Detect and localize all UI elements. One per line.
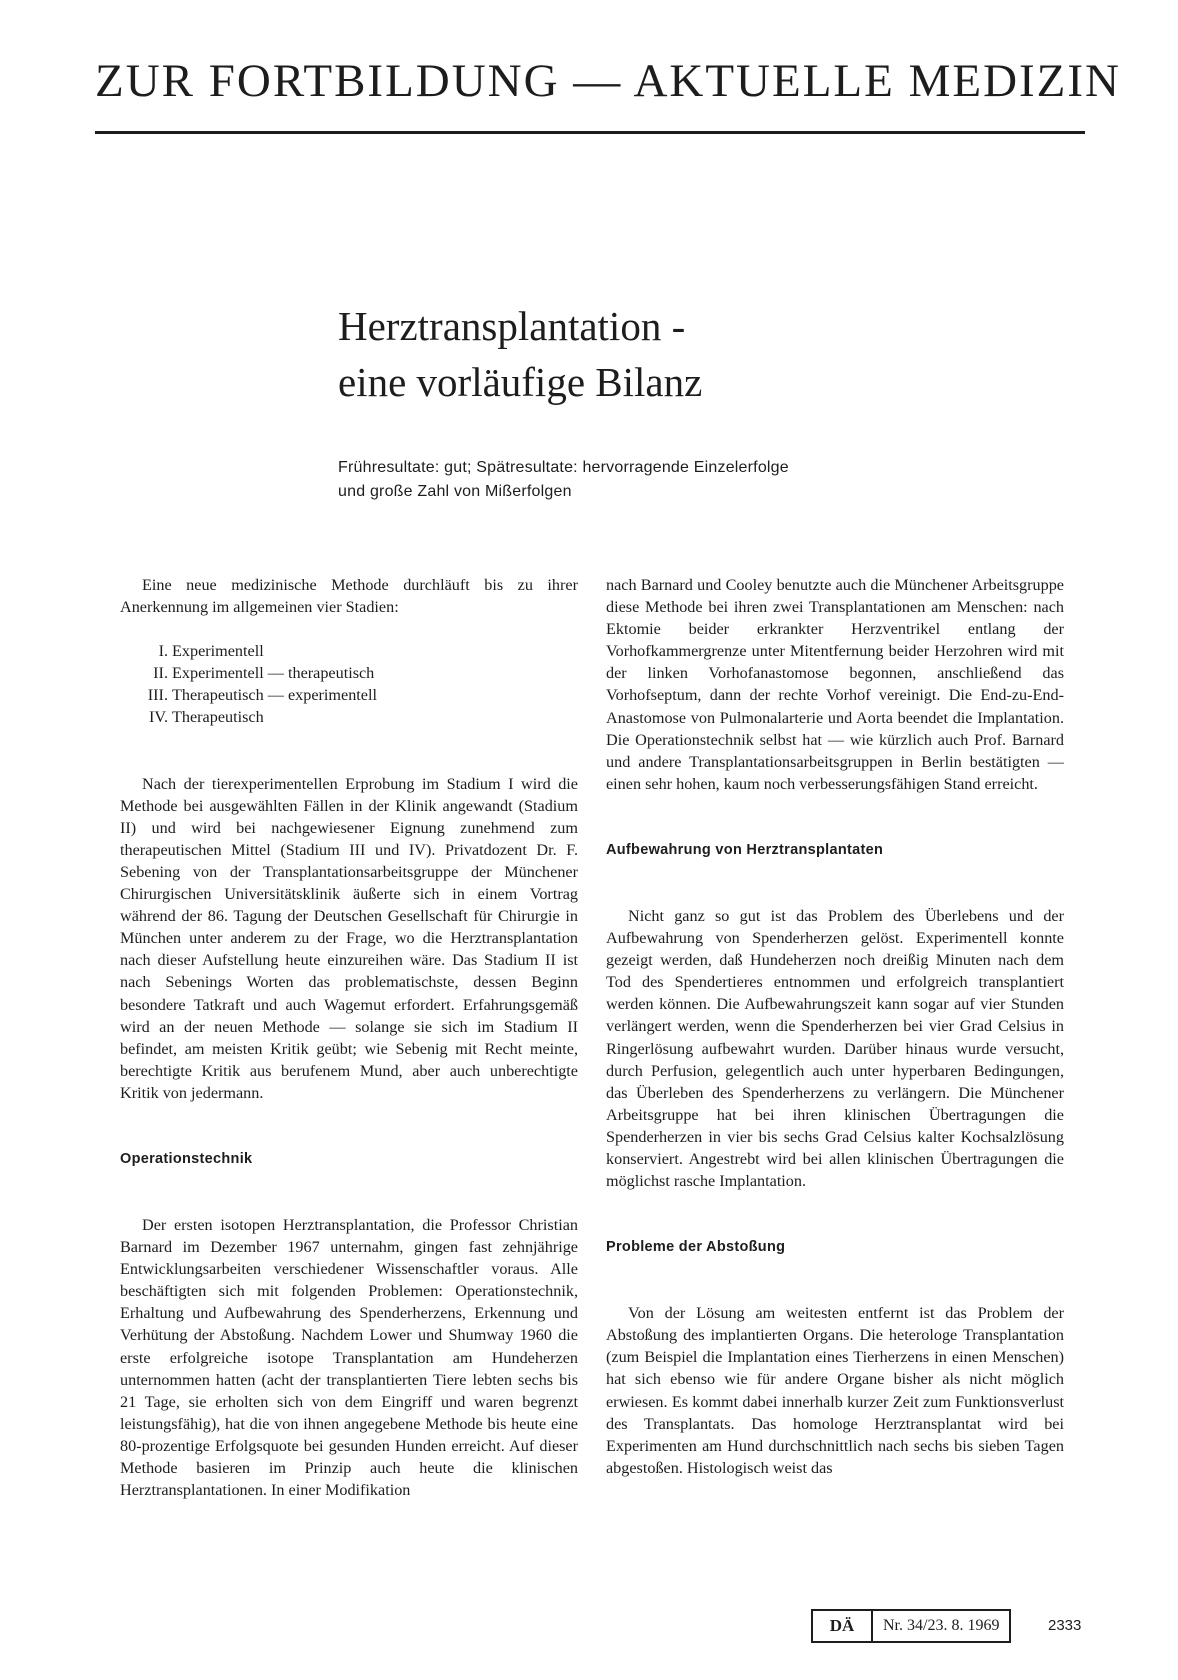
stage-item: I. Experimentell xyxy=(158,642,264,661)
page-number: 2333 xyxy=(1048,1617,1082,1634)
header-divider xyxy=(95,131,1085,134)
title-line-1: Herztransplantation - xyxy=(338,303,686,349)
stages-list xyxy=(120,640,578,728)
body-paragraph: nach Barnard und Cooley benutzte auch die Münchener Arbeitsgruppe diese Methode bei ihren zwei Transplantationen am Menschen: nach Ektomie beider erkrankter Herzventrikel entlang der Vorhofkammergrenze unter Mitentfernung beider Herzohren wird mit der linken Vorhofanastomose begonnen, anschließend das Vorhofseptum, dann der rechte Vorhof vereinigt. Die End-zu-End-Anastomose von Pulmonalarterie und Aorta beendet die Implantation. Die Operationstechnik selbst hat — wie kürzlich auch Prof. Barnard und andere Transplantationsarbeitsgruppen in Berlin bestätigten — einen sehr hohen, kaum noch verbesserungsfähigen Stand erreicht. xyxy=(606,576,1064,793)
intro-paragraph: Eine neue medizinische Methode durchläuft bis zu ihrer Anerkennung im allgemeinen vier Stadien: xyxy=(120,576,578,617)
body-paragraph: Nach der tierexperimentellen Erprobung im Stadium I wird die Methode bei ausgewählten Fällen in der Klinik angewandt (Stadium II) und wird bei nachgewiesener Eignung zunehmend zum therapeutischen Mittel (Stadium III und IV). Privatdozent Dr. F. Sebening von der Transplantationsarbeitsgruppe der Münchener Chirurgischen Universitätsklinik äußerte sich in einem Vortrag während der 86. Tagung der Deutschen Gesellschaft für Chirurgie in München unter anderem zu der Frage, wo die Herztransplantation nach dieser Aufstellung heute einzureihen wäre. Das Stadium II ist nach Sebenings Worten das problematischste, dessen Beginn besondere Tatkraft und auch Wagemut erfordert. Erfahrungsgemäß wird an der neuen Methode — solange sie sich im Stadium II befindet, am meisten Kritik geübt; wie Sebenig mit Recht meinte, berechtigte Kritik aus berufenem Mund, aber auch unberechtigte Kritik von jedermann. xyxy=(120,774,578,1102)
right-column xyxy=(606,574,1064,1479)
subtitle-line-2: und große Zahl von Mißerfolgen xyxy=(338,483,572,500)
stage-item: IV. Therapeutisch xyxy=(148,708,264,727)
body-paragraph: Nicht ganz so gut ist das Problem des Überlebens und der Aufbewahrung von Spenderherzen gelöst. Experimentell konnte gezeigt werden, daß Hundeherzen noch dreißig Minuten nach dem Tod des Spendertieres entnommen und erfolgreich transplantiert werden können. Die Aufbewahrungszeit kann sogar auf vier Stunden verlängert werden, wenn die Spenderherzen bei vier Grad Celsius in Ringerlösung aufbewahrt wurden. Darüber hinaus wurde versucht, durch Perfusion, gelegentlich auch unter hyperbaren Bedingungen, das Überleben des Spenderherzens zu verlängern. Die Münchener Arbeitsgruppe hat bei ihren klinischen Übertragungen die Spenderherzen in vier bis sechs Grad Celsius kalter Kochsalzlösung konserviert. Angestrebt wird bei allen klinischen Übertragungen die möglichst rasche Implantation. xyxy=(606,906,1064,1191)
left-column xyxy=(120,574,578,1501)
title-line-2: eine vorläufige Bilanz xyxy=(338,359,703,405)
issue-info: Nr. 34/23. 8. 1969 xyxy=(883,1617,1000,1634)
subtitle-line-1: Frühresultate: gut; Spätresultate: hervorragende Einzelerfolge xyxy=(338,459,789,476)
section-heading-storage: Aufbewahrung von Herztransplantaten xyxy=(606,841,884,858)
section-heading-operation: Operationstechnik xyxy=(120,1150,253,1167)
article-title xyxy=(338,298,1118,410)
stage-item: III. Therapeutisch — experimentell xyxy=(147,686,377,705)
journal-logo: DÄ xyxy=(813,1611,873,1641)
journal-footer xyxy=(811,1609,1011,1643)
body-paragraph: Von der Lösung am weitesten entfernt ist das Problem der Abstoßung des implantierten Organs. Die heterologe Transplantation (zum Beispiel die Implantation eines Tierherzens in einen Menschen) hat sich ebenso wie für andere Organe bisher als nicht möglich erwiesen. Es kommt dabei innerhalb kurzer Zeit zum Funktionsverlust des Transplantats. Das homologe Herztransplantat wird bei Experimenten am Hund durchschnittlich nach sechs bis sieben Tagen abgestoßen. Histologisch weist das xyxy=(606,1304,1064,1477)
body-paragraph: Der ersten isotopen Herztransplantation, die Professor Christian Barnard im Dezember 1967 unternahm, gingen fast zehnjährige Entwicklungsarbeiten verschiedener Wissenschaftler voraus. Alle beschäftigten sich mit folgenden Problemen: Operationstechnik, Erhaltung und Aufbewahrung des Spenderherzens, Erkennung und Verhütung der Abstoßung. Nachdem Lower und Shumway 1960 die erste erfolgreiche isotope Transplantation am Hundeherzen unternommen hatten (acht der transplantierten Tiere lebten sechs bis 21 Tage, sie erholten sich von dem Eingriff und waren begrenzt leistungsfähig), hat die von ihnen angegebene Methode bis heute eine 80-prozentige Erfolgsquote bei gesunden Hunden erreicht. Auf dieser Methode basieren im Prinzip auch heute die klinischen Herztransplantationen. In einer Modifikation xyxy=(120,1215,578,1500)
section-heading-rejection: Probleme der Abstoßung xyxy=(606,1239,786,1256)
stage-item: II. Experimentell — therapeutisch xyxy=(153,664,375,683)
section-header: ZUR FORTBILDUNG — AKTUELLE MEDIZIN xyxy=(95,55,1121,107)
article-subtitle xyxy=(338,456,1038,504)
